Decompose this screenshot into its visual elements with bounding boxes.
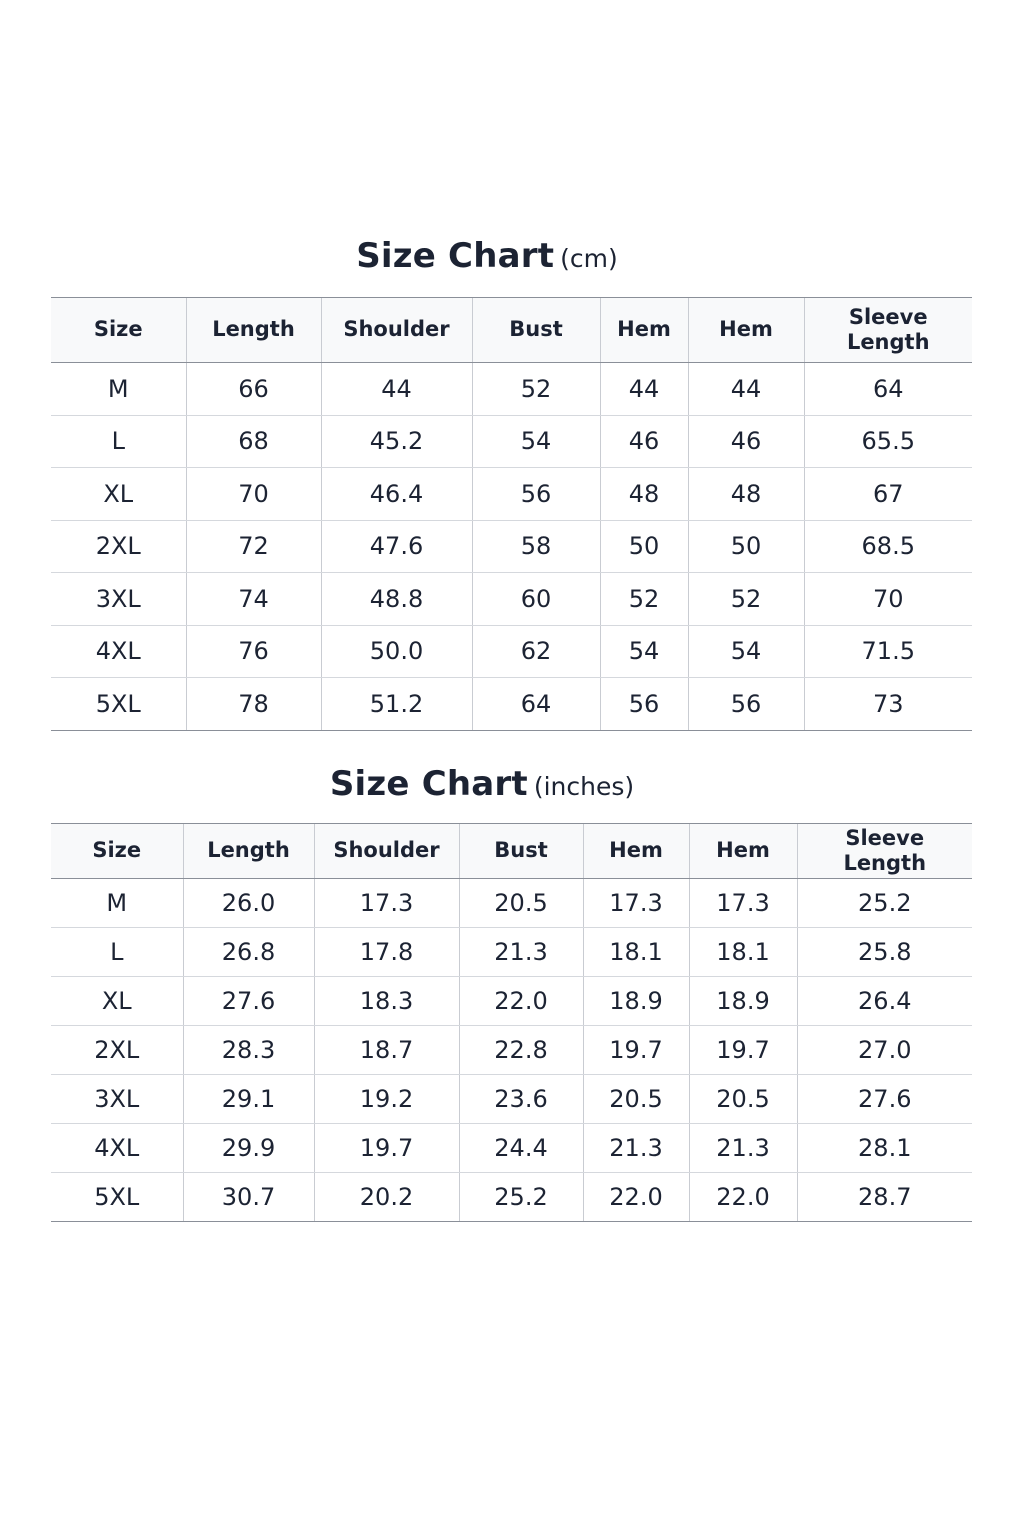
inch-table-row	[51, 977, 972, 1026]
cm-table-row	[51, 573, 972, 626]
cm-cell-hem-2: 54	[688, 625, 804, 678]
cm-table-body	[51, 363, 972, 731]
inch-cell-hem: 21.3	[583, 1124, 689, 1173]
inch-header-hem: Hem	[583, 824, 689, 879]
inch-cell-hem: 19.7	[583, 1026, 689, 1075]
inch-chart-title	[0, 764, 1024, 804]
cm-table-row	[51, 415, 972, 468]
inch-cell-size: 5XL	[51, 1173, 183, 1222]
cm-cell-bust: 56	[472, 468, 600, 521]
inch-cell-shoulder: 18.3	[314, 977, 459, 1026]
inch-cell-size: XL	[51, 977, 183, 1026]
cm-cell-hem: 44	[600, 363, 688, 416]
inch-cell-bust: 22.0	[459, 977, 583, 1026]
inch-cell-sleeve-length: 26.4	[797, 977, 972, 1026]
inch-cell-sleeve-length: 27.0	[797, 1026, 972, 1075]
cm-cell-shoulder: 48.8	[321, 573, 472, 626]
cm-cell-hem-2: 48	[688, 468, 804, 521]
inch-cell-hem-2: 19.7	[689, 1026, 797, 1075]
cm-cell-length: 66	[186, 363, 321, 416]
cm-cell-shoulder: 51.2	[321, 678, 472, 731]
cm-cell-shoulder: 44	[321, 363, 472, 416]
inch-cell-hem-2: 17.3	[689, 879, 797, 928]
inch-cell-length: 27.6	[183, 977, 314, 1026]
inch-cell-hem-2: 21.3	[689, 1124, 797, 1173]
cm-table-row	[51, 520, 972, 573]
cm-cell-bust: 62	[472, 625, 600, 678]
cm-cell-sleeve-length: 70	[804, 573, 972, 626]
cm-cell-hem: 52	[600, 573, 688, 626]
inch-cell-sleeve-length: 28.7	[797, 1173, 972, 1222]
cm-cell-sleeve-length: 67	[804, 468, 972, 521]
inch-cell-hem: 18.1	[583, 928, 689, 977]
inch-cell-shoulder: 19.2	[314, 1075, 459, 1124]
inch-cell-bust: 22.8	[459, 1026, 583, 1075]
inch-table-row	[51, 1026, 972, 1075]
cm-header-sleeve-length-text: Sleeve Length	[846, 304, 930, 354]
cm-cell-hem-2: 46	[688, 415, 804, 468]
cm-cell-bust: 52	[472, 363, 600, 416]
cm-header-sleeve-length	[804, 298, 972, 363]
cm-cell-size: 5XL	[51, 678, 186, 731]
cm-cell-hem: 54	[600, 625, 688, 678]
cm-cell-hem: 46	[600, 415, 688, 468]
inch-cell-length: 28.3	[183, 1026, 314, 1075]
inch-cell-hem-2: 22.0	[689, 1173, 797, 1222]
cm-header-length: Length	[186, 298, 321, 363]
cm-cell-hem: 50	[600, 520, 688, 573]
cm-cell-size: XL	[51, 468, 186, 521]
inch-cell-size: M	[51, 879, 183, 928]
inch-header-sleeve-length	[797, 824, 972, 879]
inch-cell-length: 29.9	[183, 1124, 314, 1173]
inch-cell-sleeve-length: 25.8	[797, 928, 972, 977]
cm-header-hem: Hem	[600, 298, 688, 363]
cm-header-hem-2: Hem	[688, 298, 804, 363]
cm-cell-sleeve-length: 64	[804, 363, 972, 416]
cm-chart-unit: (cm)	[560, 244, 618, 273]
inch-header-hem-2: Hem	[689, 824, 797, 879]
cm-cell-length: 68	[186, 415, 321, 468]
inch-cell-length: 26.0	[183, 879, 314, 928]
cm-cell-size: 2XL	[51, 520, 186, 573]
cm-cell-bust: 54	[472, 415, 600, 468]
inch-table-row	[51, 1124, 972, 1173]
inch-cell-hem-2: 18.1	[689, 928, 797, 977]
cm-header-shoulder: Shoulder	[321, 298, 472, 363]
cm-table-row	[51, 363, 972, 416]
inch-cell-size: L	[51, 928, 183, 977]
cm-cell-bust: 60	[472, 573, 600, 626]
inch-cell-hem: 17.3	[583, 879, 689, 928]
cm-cell-shoulder: 50.0	[321, 625, 472, 678]
cm-header-size: Size	[51, 298, 186, 363]
cm-table-row	[51, 625, 972, 678]
inch-cell-hem: 18.9	[583, 977, 689, 1026]
inch-table-row	[51, 1173, 972, 1222]
inch-cell-bust: 23.6	[459, 1075, 583, 1124]
cm-cell-size: L	[51, 415, 186, 468]
inch-header-row	[51, 824, 972, 879]
cm-cell-shoulder: 46.4	[321, 468, 472, 521]
inch-cell-hem-2: 20.5	[689, 1075, 797, 1124]
inch-cell-length: 26.8	[183, 928, 314, 977]
cm-cell-length: 78	[186, 678, 321, 731]
inch-cell-length: 29.1	[183, 1075, 314, 1124]
inch-cell-bust: 25.2	[459, 1173, 583, 1222]
inch-cell-size: 3XL	[51, 1075, 183, 1124]
cm-cell-length: 70	[186, 468, 321, 521]
inch-table-row	[51, 879, 972, 928]
cm-cell-size: 3XL	[51, 573, 186, 626]
inch-header-size: Size	[51, 824, 183, 879]
cm-cell-hem-2: 50	[688, 520, 804, 573]
cm-cell-size: M	[51, 363, 186, 416]
cm-size-table	[51, 297, 972, 731]
cm-header-bust: Bust	[472, 298, 600, 363]
cm-table-row	[51, 678, 972, 731]
inch-cell-shoulder: 19.7	[314, 1124, 459, 1173]
inch-cell-bust: 20.5	[459, 879, 583, 928]
cm-table-row	[51, 468, 972, 521]
inch-header-sleeve-length-text: Sleeve Length	[843, 825, 927, 875]
inch-header-shoulder: Shoulder	[314, 824, 459, 879]
cm-chart-title	[0, 236, 1024, 276]
inch-table-row	[51, 1075, 972, 1124]
inch-size-table	[51, 823, 972, 1222]
inch-cell-bust: 24.4	[459, 1124, 583, 1173]
cm-cell-hem-2: 56	[688, 678, 804, 731]
cm-cell-sleeve-length: 73	[804, 678, 972, 731]
cm-cell-shoulder: 45.2	[321, 415, 472, 468]
cm-cell-length: 74	[186, 573, 321, 626]
cm-cell-size: 4XL	[51, 625, 186, 678]
cm-cell-bust: 58	[472, 520, 600, 573]
cm-cell-hem: 56	[600, 678, 688, 731]
cm-cell-bust: 64	[472, 678, 600, 731]
cm-cell-hem: 48	[600, 468, 688, 521]
inch-chart-title-text: Size Chart	[329, 764, 528, 804]
inch-table-row	[51, 928, 972, 977]
cm-cell-shoulder: 47.6	[321, 520, 472, 573]
inch-cell-size: 4XL	[51, 1124, 183, 1173]
inch-cell-length: 30.7	[183, 1173, 314, 1222]
inch-cell-size: 2XL	[51, 1026, 183, 1075]
cm-table-header	[51, 298, 972, 363]
cm-cell-length: 76	[186, 625, 321, 678]
inch-cell-sleeve-length: 25.2	[797, 879, 972, 928]
cm-cell-sleeve-length: 65.5	[804, 415, 972, 468]
cm-cell-hem-2: 44	[688, 363, 804, 416]
cm-header-row	[51, 298, 972, 363]
inch-cell-hem: 20.5	[583, 1075, 689, 1124]
inch-cell-bust: 21.3	[459, 928, 583, 977]
inch-cell-sleeve-length: 28.1	[797, 1124, 972, 1173]
cm-chart-title-text: Size Chart	[356, 236, 555, 276]
inch-table-header	[51, 824, 972, 879]
inch-header-bust: Bust	[459, 824, 583, 879]
inch-cell-shoulder: 17.8	[314, 928, 459, 977]
inch-cell-shoulder: 17.3	[314, 879, 459, 928]
inch-chart-unit: (inches)	[533, 772, 635, 801]
inch-cell-shoulder: 20.2	[314, 1173, 459, 1222]
cm-cell-length: 72	[186, 520, 321, 573]
inch-cell-shoulder: 18.7	[314, 1026, 459, 1075]
cm-cell-hem-2: 52	[688, 573, 804, 626]
inch-header-length: Length	[183, 824, 314, 879]
inch-cell-sleeve-length: 27.6	[797, 1075, 972, 1124]
cm-cell-sleeve-length: 71.5	[804, 625, 972, 678]
cm-cell-sleeve-length: 68.5	[804, 520, 972, 573]
inch-cell-hem-2: 18.9	[689, 977, 797, 1026]
inch-cell-hem: 22.0	[583, 1173, 689, 1222]
inch-table-body	[51, 879, 972, 1222]
